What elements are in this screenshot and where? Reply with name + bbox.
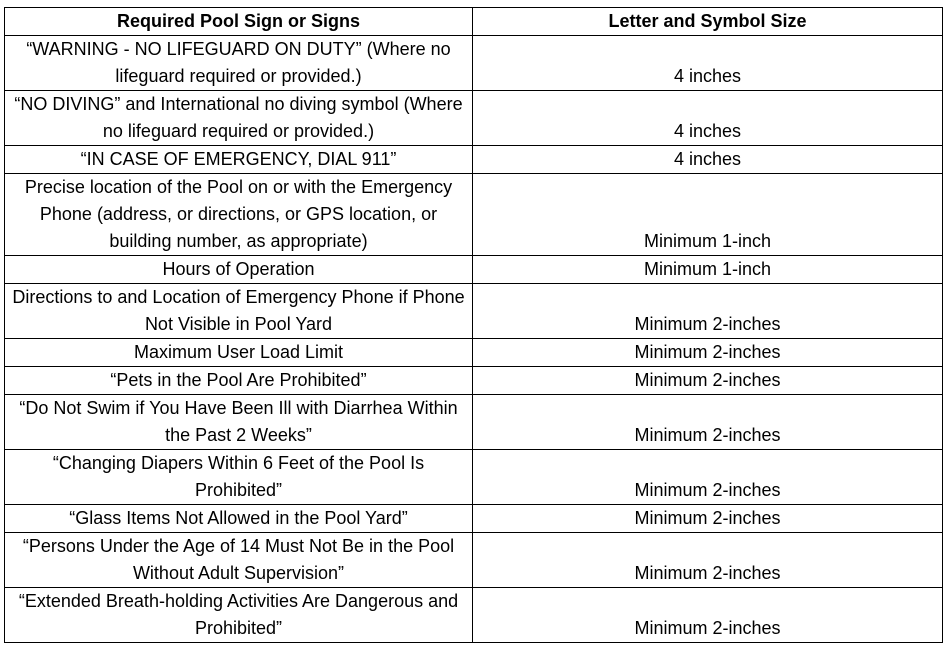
table-row xyxy=(5,256,943,284)
column-header-sign: Required Pool Sign or Signs xyxy=(5,8,473,36)
sign-cell: “Persons Under the Age of 14 Must Not Be in the Pool Without Adult Supervision” xyxy=(5,533,473,588)
size-cell: Minimum 2-inches xyxy=(473,505,943,533)
size-cell: Minimum 2-inches xyxy=(473,339,943,367)
size-cell: Minimum 2-inches xyxy=(473,395,943,450)
column-header-size: Letter and Symbol Size xyxy=(473,8,943,36)
table-row xyxy=(5,367,943,395)
sign-cell: Directions to and Location of Emergency Phone if Phone Not Visible in Pool Yard xyxy=(5,284,473,339)
sign-cell: “NO DIVING” and International no diving symbol (Where no lifeguard required or provided.) xyxy=(5,91,473,146)
sign-cell: Precise location of the Pool on or with the Emergency Phone (address, or directions, or GPS location, or building number, as appropriate) xyxy=(5,174,473,256)
sign-cell: Hours of Operation xyxy=(5,256,473,284)
size-cell: Minimum 2-inches xyxy=(473,588,943,643)
table-row xyxy=(5,450,943,505)
size-cell: 4 inches xyxy=(473,146,943,174)
size-cell: Minimum 1-inch xyxy=(473,256,943,284)
pool-signs-table xyxy=(4,7,943,643)
size-cell: Minimum 2-inches xyxy=(473,450,943,505)
table-row xyxy=(5,146,943,174)
table-row xyxy=(5,395,943,450)
header-row xyxy=(5,8,943,36)
table-row xyxy=(5,36,943,91)
size-cell: Minimum 2-inches xyxy=(473,284,943,339)
size-cell: Minimum 2-inches xyxy=(473,533,943,588)
sign-cell: “Do Not Swim if You Have Been Ill with Diarrhea Within the Past 2 Weeks” xyxy=(5,395,473,450)
table-row xyxy=(5,339,943,367)
table-row xyxy=(5,91,943,146)
size-cell: Minimum 2-inches xyxy=(473,367,943,395)
size-cell: Minimum 1-inch xyxy=(473,174,943,256)
sign-cell: “WARNING - NO LIFEGUARD ON DUTY” (Where no lifeguard required or provided.) xyxy=(5,36,473,91)
sign-cell: “Glass Items Not Allowed in the Pool Yard” xyxy=(5,505,473,533)
table-row xyxy=(5,174,943,256)
table-row xyxy=(5,505,943,533)
size-cell: 4 inches xyxy=(473,91,943,146)
sign-cell: “Changing Diapers Within 6 Feet of the Pool Is Prohibited” xyxy=(5,450,473,505)
table-row xyxy=(5,284,943,339)
table-row xyxy=(5,533,943,588)
size-cell: 4 inches xyxy=(473,36,943,91)
table-row xyxy=(5,588,943,643)
sign-cell: “IN CASE OF EMERGENCY, DIAL 911” xyxy=(5,146,473,174)
sign-cell: “Pets in the Pool Are Prohibited” xyxy=(5,367,473,395)
sign-cell: “Extended Breath-holding Activities Are Dangerous and Prohibited” xyxy=(5,588,473,643)
sign-cell: Maximum User Load Limit xyxy=(5,339,473,367)
